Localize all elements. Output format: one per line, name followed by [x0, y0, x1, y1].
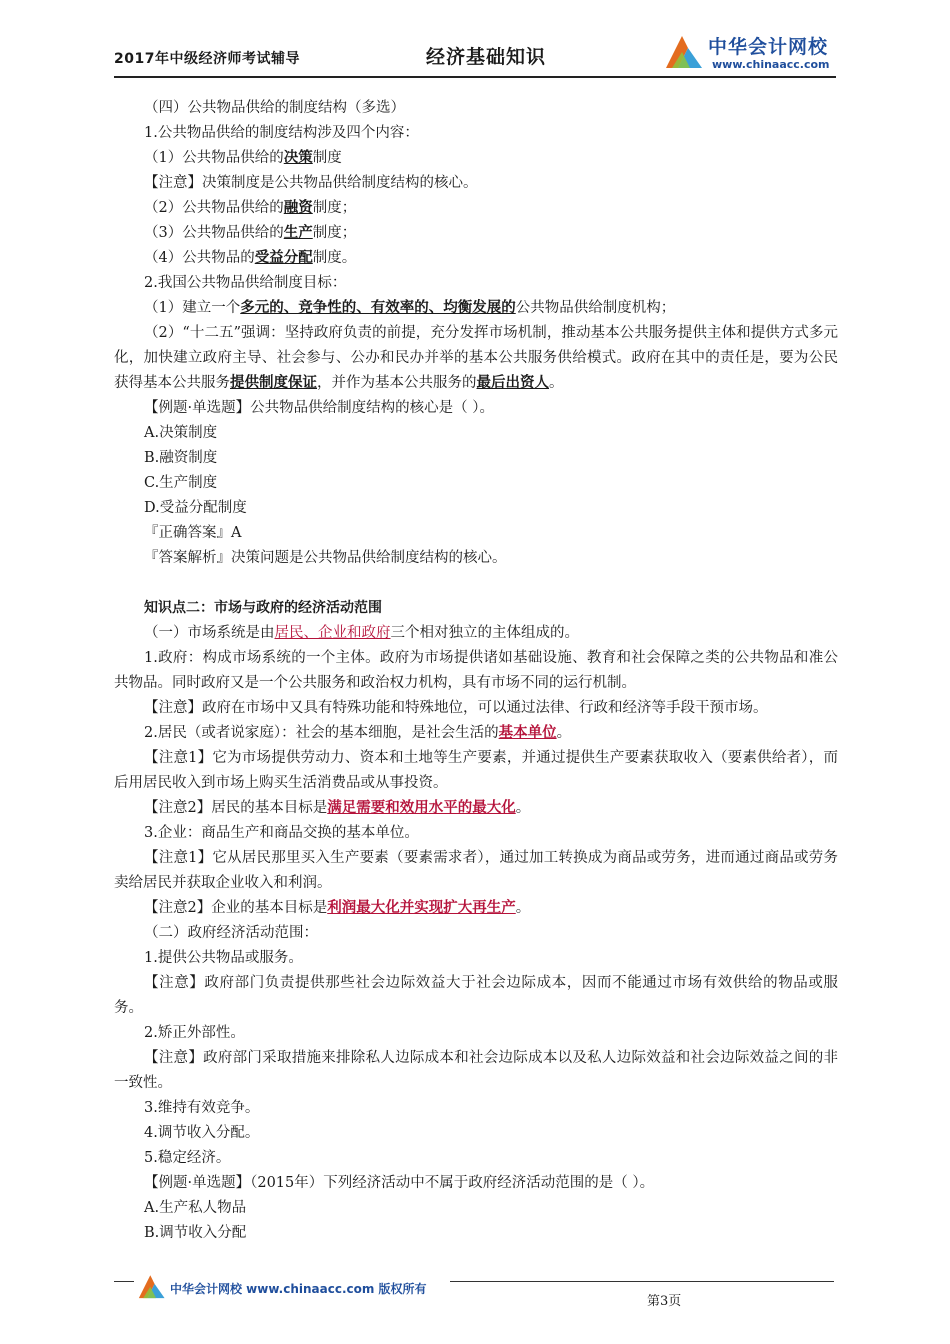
- note: 【注意】政府在市场中又具有特殊功能和特殊地位，可以通过法律、行政和经济等手段干预市场。: [144, 700, 768, 716]
- paragraph: 2.居民（或者说家庭）：社会的基本细胞，是社会生活的基本单位。: [144, 725, 572, 741]
- option-b: B.融资制度: [144, 450, 218, 466]
- list-item: 4.调节收入分配。: [144, 1125, 260, 1141]
- list-item: 3.维持有效竞争。: [144, 1100, 260, 1116]
- paragraph: 1.公共物品供给的制度结构涉及四个内容：: [144, 125, 419, 141]
- note: 【注意1】它从居民那里买入生产要素（要素需求者），通过加工转换成为商品或劳务，进而通过商品或劳务卖给居民并获取企业收入和利润。: [114, 850, 838, 891]
- list-item: （2）公共物品供给的融资制度；: [144, 200, 357, 216]
- note: 【注意1】它为市场提供劳动力、资本和土地等生产要素，并通过提供生产要素获取收入（要素供给者），而后用居民收入到市场上购买生活消费品或从事投资。: [114, 750, 838, 791]
- header-logo[interactable]: [662, 30, 838, 74]
- option-d: D.受益分配制度: [144, 500, 247, 516]
- list-item: 2.矫正外部性。: [144, 1025, 245, 1041]
- footer-divider-left: [114, 1281, 134, 1282]
- list-item: （1）建立一个多元的、竞争性的、有效率的、均衡发展的公共物品供给制度机构；: [144, 300, 676, 316]
- note: 【注意】政府部门采取措施来排除私人边际成本和社会边际成本以及私人边际效益和社会边际效益之间的非一致性。: [114, 1050, 838, 1091]
- answer-explanation: 『答案解析』决策问题是公共物品供给制度结构的核心。: [144, 550, 507, 566]
- paragraph: （2）“十二五”强调：坚持政府负责的前提，充分发挥市场机制，推动基本公共服务提供主体和提供方式多元化，加快建立政府主导、社会参与、公办和民办并举的基本公共服务供给模式。政府在其中的责任是，要为公民获得基本公共服务提供制度保证，并作为基本公共服务的最后出资人。: [114, 325, 838, 391]
- example-question: 【例题·单选题】（2015年）下列经济活动中不属于政府经济活动范围的是（ ）。: [144, 1175, 655, 1191]
- list-item: （4）公共物品的受益分配制度。: [144, 250, 357, 266]
- note: 【注意2】居民的基本目标是满足需要和效用水平的最大化。: [144, 800, 531, 816]
- note: 【注意】政府部门负责提供那些社会边际效益大于社会边际成本，因而不能通过市场有效供给的物品或服务。: [114, 975, 838, 1016]
- footer-divider-right: [450, 1281, 834, 1282]
- header-divider: [114, 76, 836, 78]
- header-subject: 经济基础知识: [426, 46, 547, 68]
- paragraph: 2.我国公共物品供给制度目标：: [144, 275, 347, 291]
- option-c: C.生产制度: [144, 475, 218, 491]
- page-footer: [114, 1270, 836, 1310]
- note: 【注意】决策制度是公共物品供给制度结构的核心。: [144, 175, 478, 191]
- option-a: A.生产私人物品: [144, 1200, 247, 1216]
- correct-answer: 『正确答案』A: [144, 525, 242, 541]
- list-item: （1）公共物品供给的决策制度: [144, 150, 342, 166]
- paragraph: 1.政府：构成市场系统的一个主体。政府为市场提供诸如基础设施、教育和社会保障之类的公共物品和准公共物品。同时政府又是一个公共服务和政治权力机构，具有市场不同的运行机制。: [114, 650, 838, 691]
- list-item: （3）公共物品供给的生产制度；: [144, 225, 357, 241]
- section-title: （四）公共物品供给的制度结构（多选）: [144, 100, 405, 116]
- note: 【注意2】企业的基本目标是利润最大化并实现扩大再生产。: [144, 900, 531, 916]
- option-a: A.决策制度: [144, 425, 218, 441]
- header-brand: 中华会计网校: [708, 36, 829, 58]
- knowledge-point-title: 知识点二：市场与政府的经济活动范围: [144, 600, 382, 616]
- footer-logo-icon: [136, 1272, 166, 1300]
- header-url[interactable]: www.chinaacc.com: [712, 58, 830, 71]
- paragraph: （一）市场系统是由居民、企业和政府三个相对独立的主体组成的。: [144, 625, 579, 641]
- footer-copyright[interactable]: 中华会计网校 www.chinaacc.com 版权所有: [170, 1282, 427, 1296]
- option-b: B.调节收入分配: [144, 1225, 247, 1241]
- page-number: 第3页: [647, 1294, 682, 1309]
- example-question: 【例题·单选题】公共物品供给制度结构的核心是（ ）。: [144, 400, 494, 416]
- list-item: 1.提供公共物品或服务。: [144, 950, 303, 966]
- paragraph: （二）政府经济活动范围：: [144, 925, 318, 941]
- header-exam-title: 2017年中级经济师考试辅导: [114, 51, 300, 67]
- document-body: [114, 96, 838, 1246]
- page-header: [114, 28, 836, 78]
- list-item: 5.稳定经济。: [144, 1150, 231, 1166]
- paragraph: 3.企业：商品生产和商品交换的基本单位。: [144, 825, 419, 841]
- logo-triangle-icon: [662, 32, 704, 70]
